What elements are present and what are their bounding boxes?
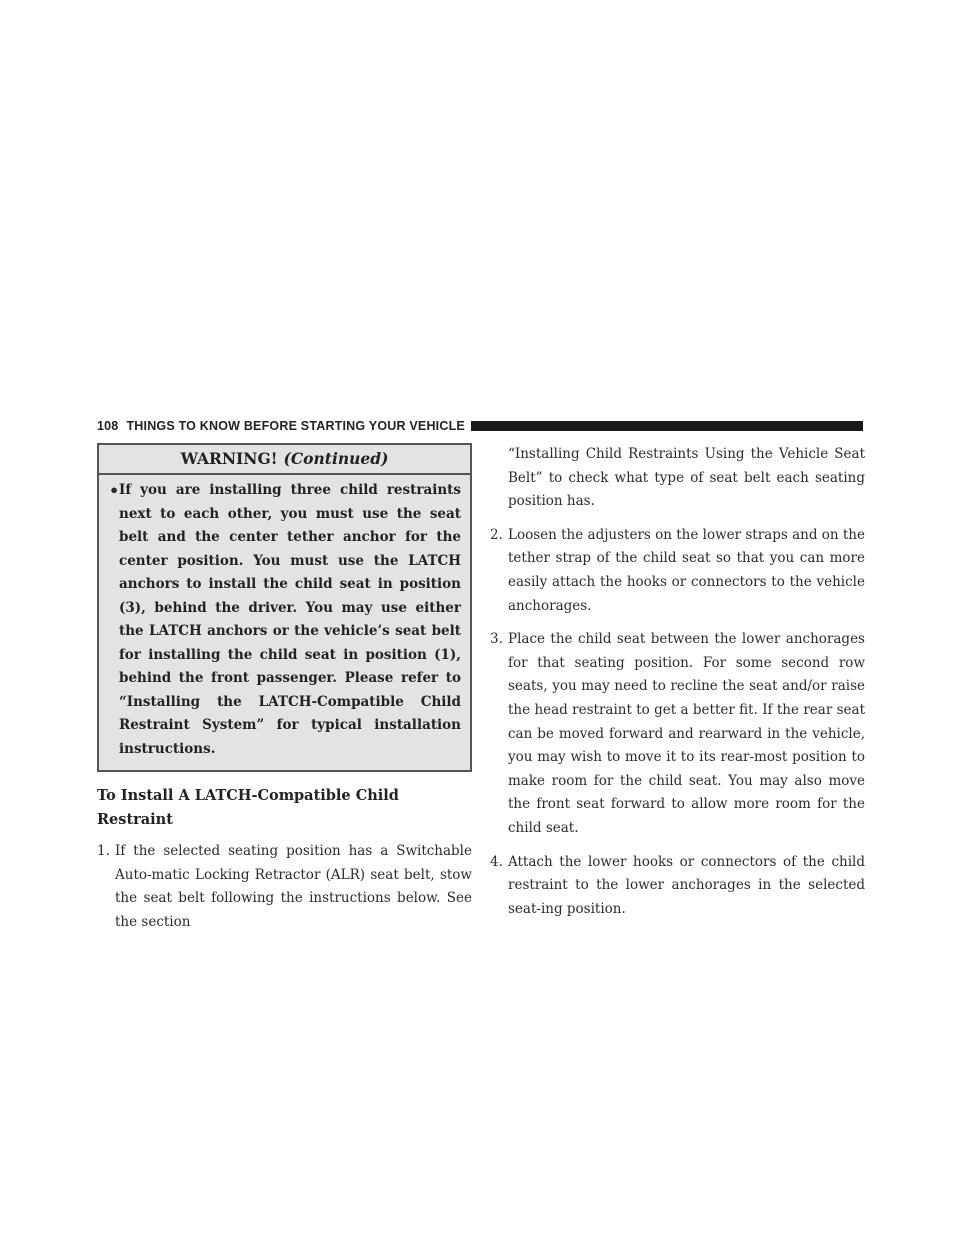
page-number: 108 xyxy=(97,419,119,433)
list-item-number: 1. xyxy=(97,843,110,859)
warning-box xyxy=(97,443,472,772)
bullet-icon: • xyxy=(109,481,120,500)
list-item-text: Place the child seat between the lower anchorages for that seating position. For some second row seats, you may need to recline the seat and/or raise the head restraint to get a better fit. If the rear seat can be moved forward and rearward in the vehicle, you may wish to move it to its rear-most position to make room for the child seat. You may also move the front seat forward to allow more room for the child seat. xyxy=(508,631,865,836)
list-item-number: 3. xyxy=(490,631,503,648)
right-column xyxy=(490,443,865,931)
list-item-text: If the selected seating position has a Switchable Auto-matic Locking Retractor (ALR) seat belt, stow the seat belt following the instructions below. See the section xyxy=(115,843,472,930)
list-item-number: 2. xyxy=(490,526,503,543)
warning-body xyxy=(99,475,470,770)
warning-text: If you are installing three child restraints next to each other, you must use the seat belt and the center tether anchor for the center position. You must use the LATCH anchors to install the child seat in position (3), behind the driver. You may use either the LATCH anchors or the vehicle’s seat belt for installing the child seat in position (1), behind the front passenger. Please refer to “Installing the LATCH-Compatible Child Restraint System” for typical installation instructions. xyxy=(119,482,461,757)
warning-title: WARNING! xyxy=(180,449,278,468)
section-heading: To Install A LATCH-Compatible Child Restraint xyxy=(97,787,399,828)
header-rule xyxy=(471,421,863,431)
list-item xyxy=(490,524,865,618)
left-column xyxy=(97,443,472,944)
list-item-text: Loosen the adjusters on the lower straps and on the tether strap of the child seat so that you can more easily attach the hooks or connectors to the vehicle anchorages. xyxy=(508,526,865,614)
list-item-continuation: “Installing Child Restraints Using the Vehicle Seat Belt” to check what type of seat belt each seating position has. xyxy=(508,446,865,510)
list-item xyxy=(490,628,865,840)
list-item xyxy=(490,851,865,922)
list-item xyxy=(97,840,472,934)
list-item-text: Attach the lower hooks or connectors of the child restraint to the lower anchorages in the selected seat-ing position. xyxy=(508,853,865,917)
section-title: THINGS TO KNOW BEFORE STARTING YOUR VEHICLE xyxy=(126,419,465,433)
list-item-number: 4. xyxy=(490,853,503,870)
warning-subtitle: (Continued) xyxy=(283,449,389,468)
page-header xyxy=(97,418,863,434)
warning-header xyxy=(99,445,470,475)
